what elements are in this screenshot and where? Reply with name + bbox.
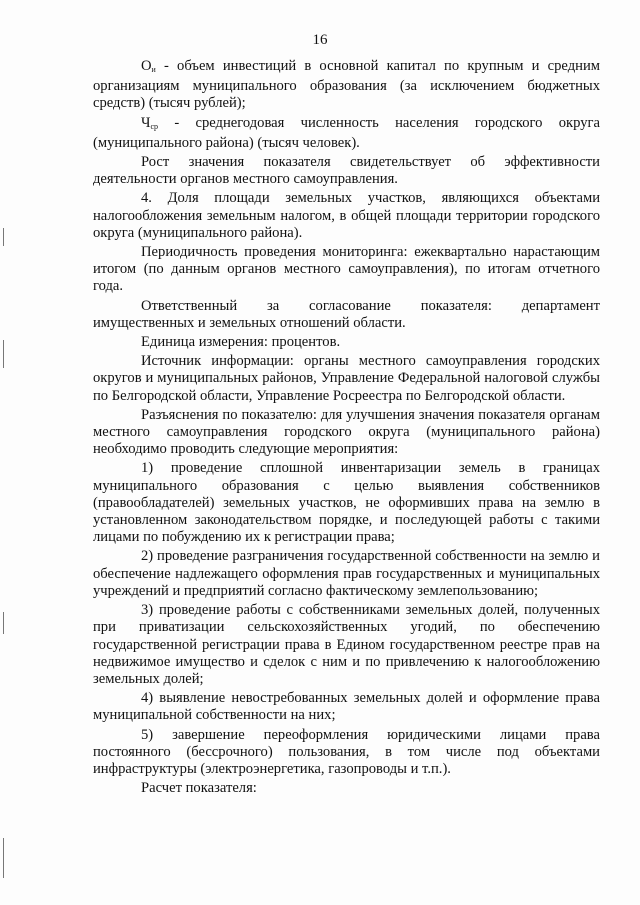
- definition-text: - среднегодовая численность населения городского округа (муниципального района) (тысяч человек).: [93, 114, 600, 151]
- definition-text: - объем инвестиций в основной капитал по крупным и средним организациям муниципального образования (за исключением бюджетных средств) (тысяч рублей);: [93, 58, 600, 112]
- symbol-subscript: и: [151, 65, 156, 74]
- paragraph: Рост значения показателя свидетельствует об эффективности деятельности органов местного самоуправления.: [93, 154, 600, 188]
- scan-edge-mark: [3, 612, 4, 634]
- list-item: 3) проведение работы с собственниками земельных долей, полученных при приватизации сельскохозяйственных угодий, по обеспечению государственной регистрации права в Едином государственном реестре прав на недвижимое имущество и сделок с ним и по привлечению к налогообложению земельных долей;: [93, 602, 600, 687]
- symbol-subscript: ср: [150, 121, 159, 131]
- list-item: 2) проведение разграничения государственной собственности на землю и обеспечение надлежащего оформления прав государственных и муниципальных учреждений и предприятий согласно фактическому землепользованию;: [93, 548, 600, 599]
- scan-edge-mark: [3, 340, 4, 368]
- paragraph: Расчет показателя:: [141, 780, 257, 797]
- definition-oi: [93, 58, 600, 113]
- list-item: 1) проведение сплошной инвентаризации земель в границах муниципального образования с целью выявления собственников (правообладателей) земельных участков, не оформивших права на землю в установленном законодательством порядке, и последующей работы с такими лицами по побуждению их к регистрации права;: [93, 460, 600, 546]
- paragraph: Ответственный за согласование показателя: департамент имущественных и земельных отношений области.: [93, 297, 600, 331]
- symbol: Ч: [141, 114, 151, 131]
- scan-edge-mark: [3, 228, 4, 246]
- paragraph: Разъяснения по показателю: для улучшения значения показателя органам местного самоуправления городского округа (муниципального района) необходимо проводить следующие мероприятия:: [93, 406, 600, 458]
- list-item: 4) выявление невостребованных земельных долей и оформление права муниципальной собственности на них;: [93, 690, 600, 724]
- page-number: 16: [312, 32, 328, 48]
- indicator-heading: 4. Доля площади земельных участков, являющихся объектами налогообложения земельным налогом, в общей площади территории городского округа (муниципального района).: [93, 190, 600, 241]
- symbol: О: [141, 58, 152, 74]
- scan-edge-mark: [3, 838, 4, 878]
- paragraph: Источник информации: органы местного самоуправления городских округов и муниципальных районов, Управление Федеральной налоговой службы по Белгородской области, Управление Росреестра по Белгородской области.: [93, 353, 600, 404]
- paragraph: Единица измерения: процентов.: [141, 334, 341, 351]
- paragraph: Периодичность проведения мониторинга: ежеквартально нарастающим итогом (по данным органов местного самоуправления), по итогам отчетного года.: [93, 244, 600, 295]
- document-body: [93, 58, 600, 797]
- list-item: 5) завершение переоформления юридическими лицами права постоянного (бессрочного) пользования, в том числе под объектами инфраструктуры (электроэнергетика, газопроводы и т.п.).: [93, 726, 600, 777]
- definition-chsr: [93, 115, 600, 152]
